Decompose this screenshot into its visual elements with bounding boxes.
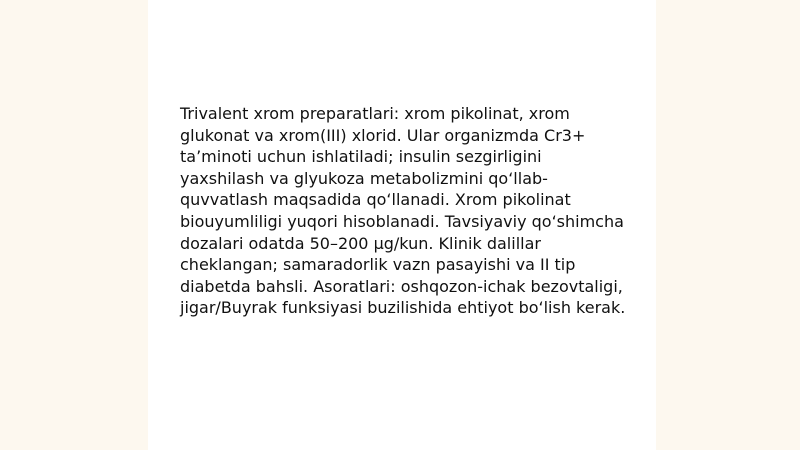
body-paragraph: Trivalent xrom preparatlari: xrom pikolinat, xrom glukonat va xrom(III) xlorid. Ular organizmda Cr3+ ta’minoti uchun ishlatiladi; insulin sezgirligini yaxshilash va glyukoza metabolizmini qo‘llab-quvvatlash maqsadida qo‘llanadi. Xrom pikolinat biouyumliligi yuqori hisoblanadi. Tavsiyaviy qo‘shimcha dozalari odatda 50–200 µg/kun. Klinik dalillar cheklangan; samaradorlik vazn pasayishi va II tip diabetda bahsli. Asoratlari: oshqozon-ichak bezovtaligi, jigar/Buyrak funksiyasi buzilishida ehtiyot bo‘lish kerak. (180, 104, 626, 318)
document-page (148, 0, 656, 450)
